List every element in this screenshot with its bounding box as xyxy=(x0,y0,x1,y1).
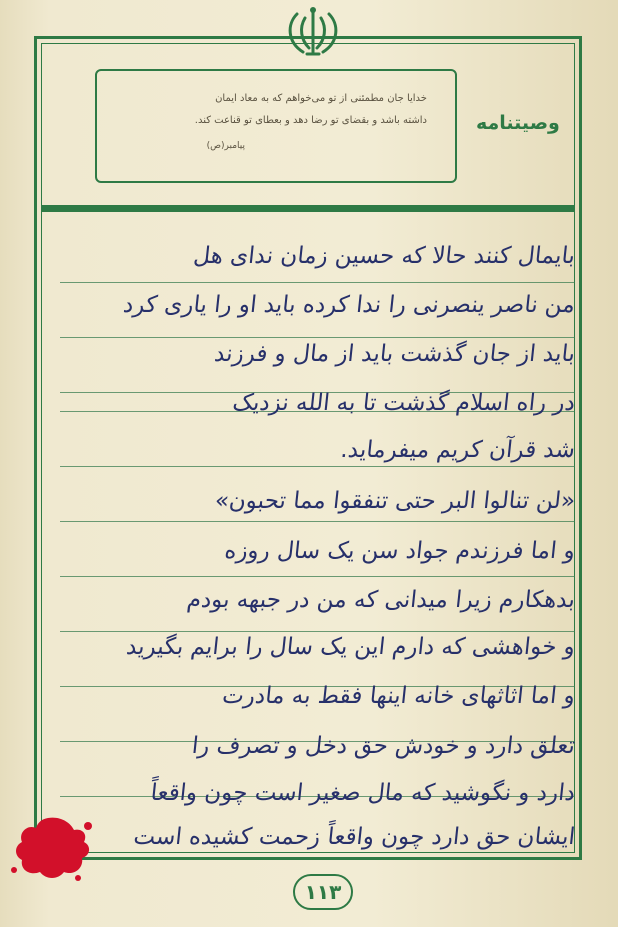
ruled-line xyxy=(60,576,575,577)
handwritten-line: «لن تنالوا البر حتی تنفقوا مما تحبون» xyxy=(213,488,577,514)
ruled-line xyxy=(60,282,575,283)
handwritten-line: و اما فرزندم جواد سن یک سال روزه xyxy=(223,538,577,564)
handwritten-line: دارد و نگوشید که مال صغیر است چون واقعاً xyxy=(149,780,577,806)
ruled-line xyxy=(60,337,575,338)
handwritten-line: تعلق دارد و خودش حق دخل و تصرف را xyxy=(190,733,577,759)
ruled-line xyxy=(60,466,575,467)
ruled-line xyxy=(60,631,575,632)
handwritten-line: بدهکارم زیرا میدانی که من در جبهه بودم xyxy=(185,587,577,613)
page-title: وصیتنامه xyxy=(476,112,560,134)
quote-source: پیامبر(ص) xyxy=(206,141,245,151)
handwritten-line: شد قرآن کریم میفرماید. xyxy=(339,437,577,463)
handwritten-line: بایمال کنند حالا که حسین زمان ندای هل xyxy=(192,243,577,269)
handwritten-line: و خواهشی که دارم این یک سال را برایم بگیرید xyxy=(124,634,577,660)
handwritten-line: در راه اسلام گذشت تا به الله نزدیک xyxy=(231,390,577,416)
quote-line: خدایا جان مطمئنی از تو می‌خواهم که به معاد ایمان xyxy=(215,93,427,104)
quote-box xyxy=(95,69,457,183)
handwritten-line: ایشان حق دارد چون واقعاً زحمت کشیده است xyxy=(132,824,577,850)
blood-stain-icon xyxy=(8,812,96,884)
handwritten-line: باید از جان گذشت باید از مال و فرزند xyxy=(212,341,577,367)
header-divider xyxy=(41,205,575,212)
handwritten-line: و اما اثاثهای خانه اینها فقط به مادرت xyxy=(220,683,577,709)
quote-line: داشته باشد و بقضای تو رضا دهد و بعطای تو قناعت کند. xyxy=(194,115,427,126)
handwritten-line: من ناصر ینصرنی را ندا کرده باید او را یاری کرد xyxy=(121,292,577,318)
ruled-line xyxy=(60,521,575,522)
page-number: ۱۱۳ xyxy=(293,874,353,910)
